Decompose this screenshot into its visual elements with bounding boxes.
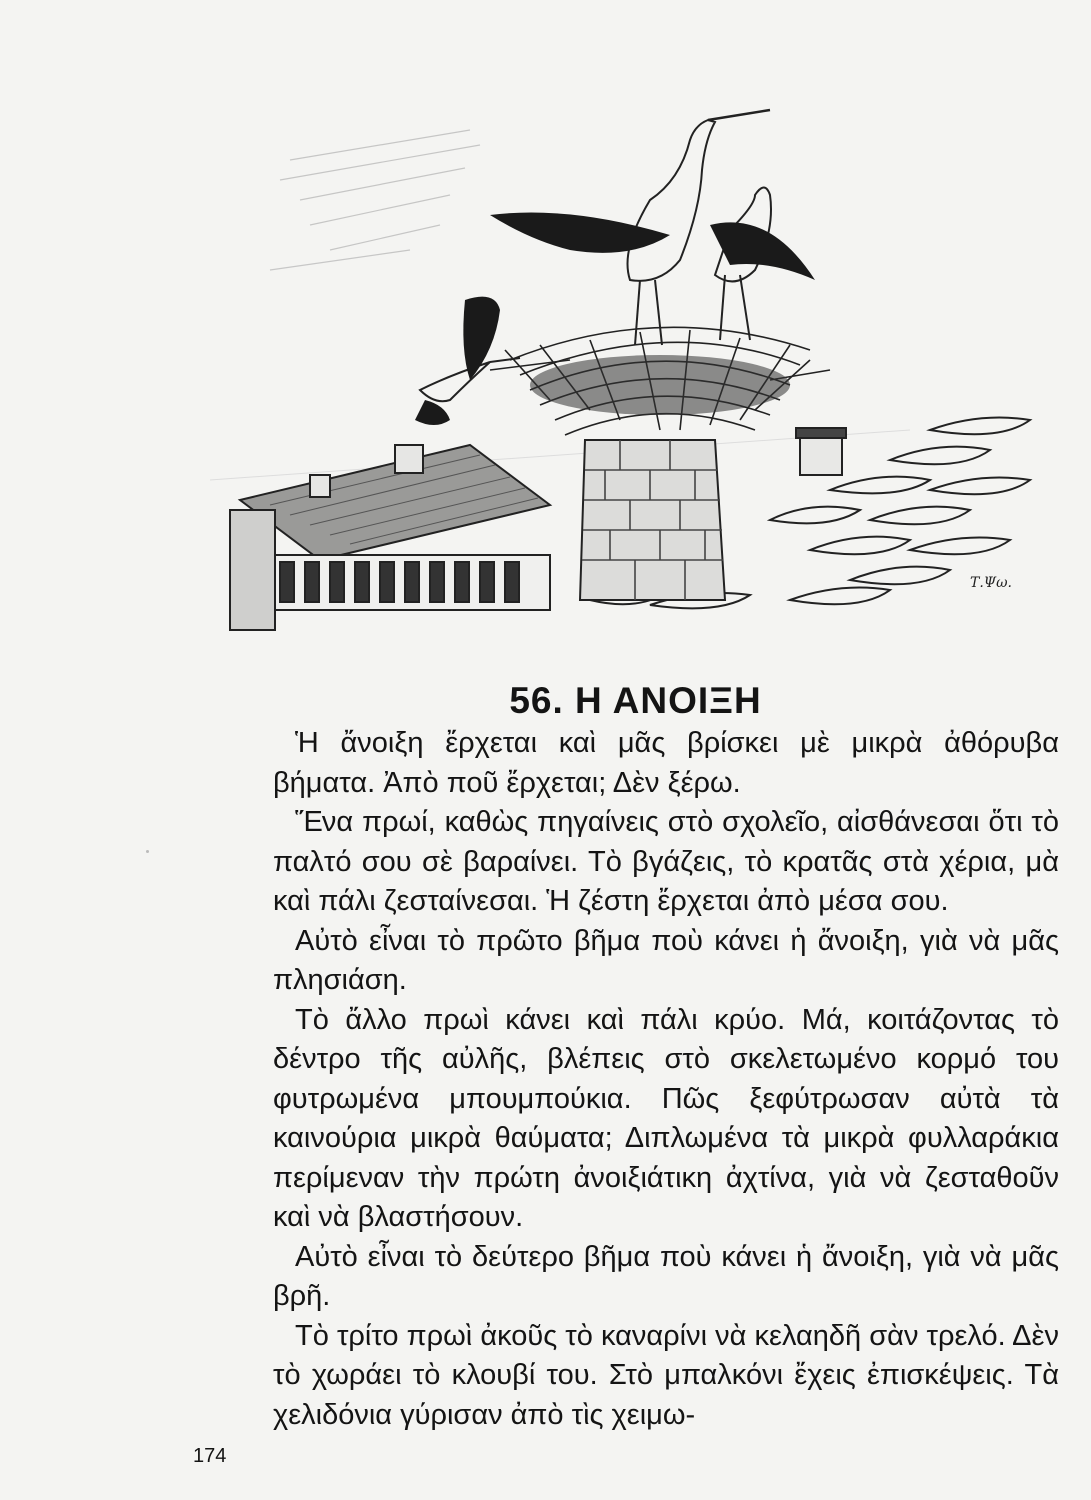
paragraph: Αὐτὸ εἶναι τὸ πρῶτο βῆμα ποὺ κάνει ἡ ἄνοιξη, γιὰ νὰ μᾶς πλησιάση. [273,924,1059,996]
page-number: 174 [193,1445,227,1467]
paragraph: Τὸ τρίτο πρωὶ ἀκοῦς τὸ καναρίνι νὰ κελαηδῆ σὰν τρελό. Δὲν τὸ χωράει τὸ κλουβί του. Στὸ μπαλκόνι ἔχεις ἐπισκέψεις. Τὰ χελιδόνια γύρισαν ἀπὸ τὶς χειμω- [273,1319,1059,1431]
paragraph: Αὐτὸ εἶναι τὸ δεύτερο βῆμα ποὺ κάνει ἡ ἄνοιξη, γιὰ νὰ μᾶς βρῆ. [273,1240,1059,1312]
paragraph: Ἡ ἄνοιξη ἔρχεται καὶ μᾶς βρίσκει μὲ μικρὰ ἀθόρυβα βήματα. Ἀπὸ ποῦ ἔρχεται; Δὲν ξέρω. [273,727,1059,799]
storks-nest-on-chimney-illustration [210,100,1060,660]
paper-speck [146,850,149,853]
artist-signature: Τ.Ψω. [970,575,1012,591]
paragraph: Τὸ ἄλλο πρωὶ κάνει καὶ πάλι κρύο. Μά, κοιτάζοντας τὸ δέντρο τῆς αὐλῆς, βλέπεις στὸ σκελετωμένο κορμό του φυτρωμένα μπουμπούκια. Πῶς ξεφύτρωσαν αὐτὰ τὰ καινούρια μικρὰ θαύματα; Διπλωμένα τὰ μικρὰ φυλλαράκια περίμεναν τὴν πρώτη ἀνοιξιάτικη ἀχτίνα, γιὰ νὰ ζεσταθοῦν καὶ νὰ βλαστήσουν. [273,1003,1059,1233]
paragraph: Ἕνα πρωί, καθὼς πηγαίνεις στὸ σχολεῖο, αἰσθάνεσαι ὅτι τὸ παλτό σου σὲ βαραίνει. Τὸ βγάζεις, τὸ κρατᾶς στὰ χέρια, μὰ καὶ πάλι ζεσταίνεσαι. Ἡ ζέστη ἔρχεται ἀπὸ μέσα σου. [273,806,1059,917]
chapter-title: 56. Η ΑΝΟΙΞΗ [509,679,762,721]
chapter-text [273,724,1059,1435]
